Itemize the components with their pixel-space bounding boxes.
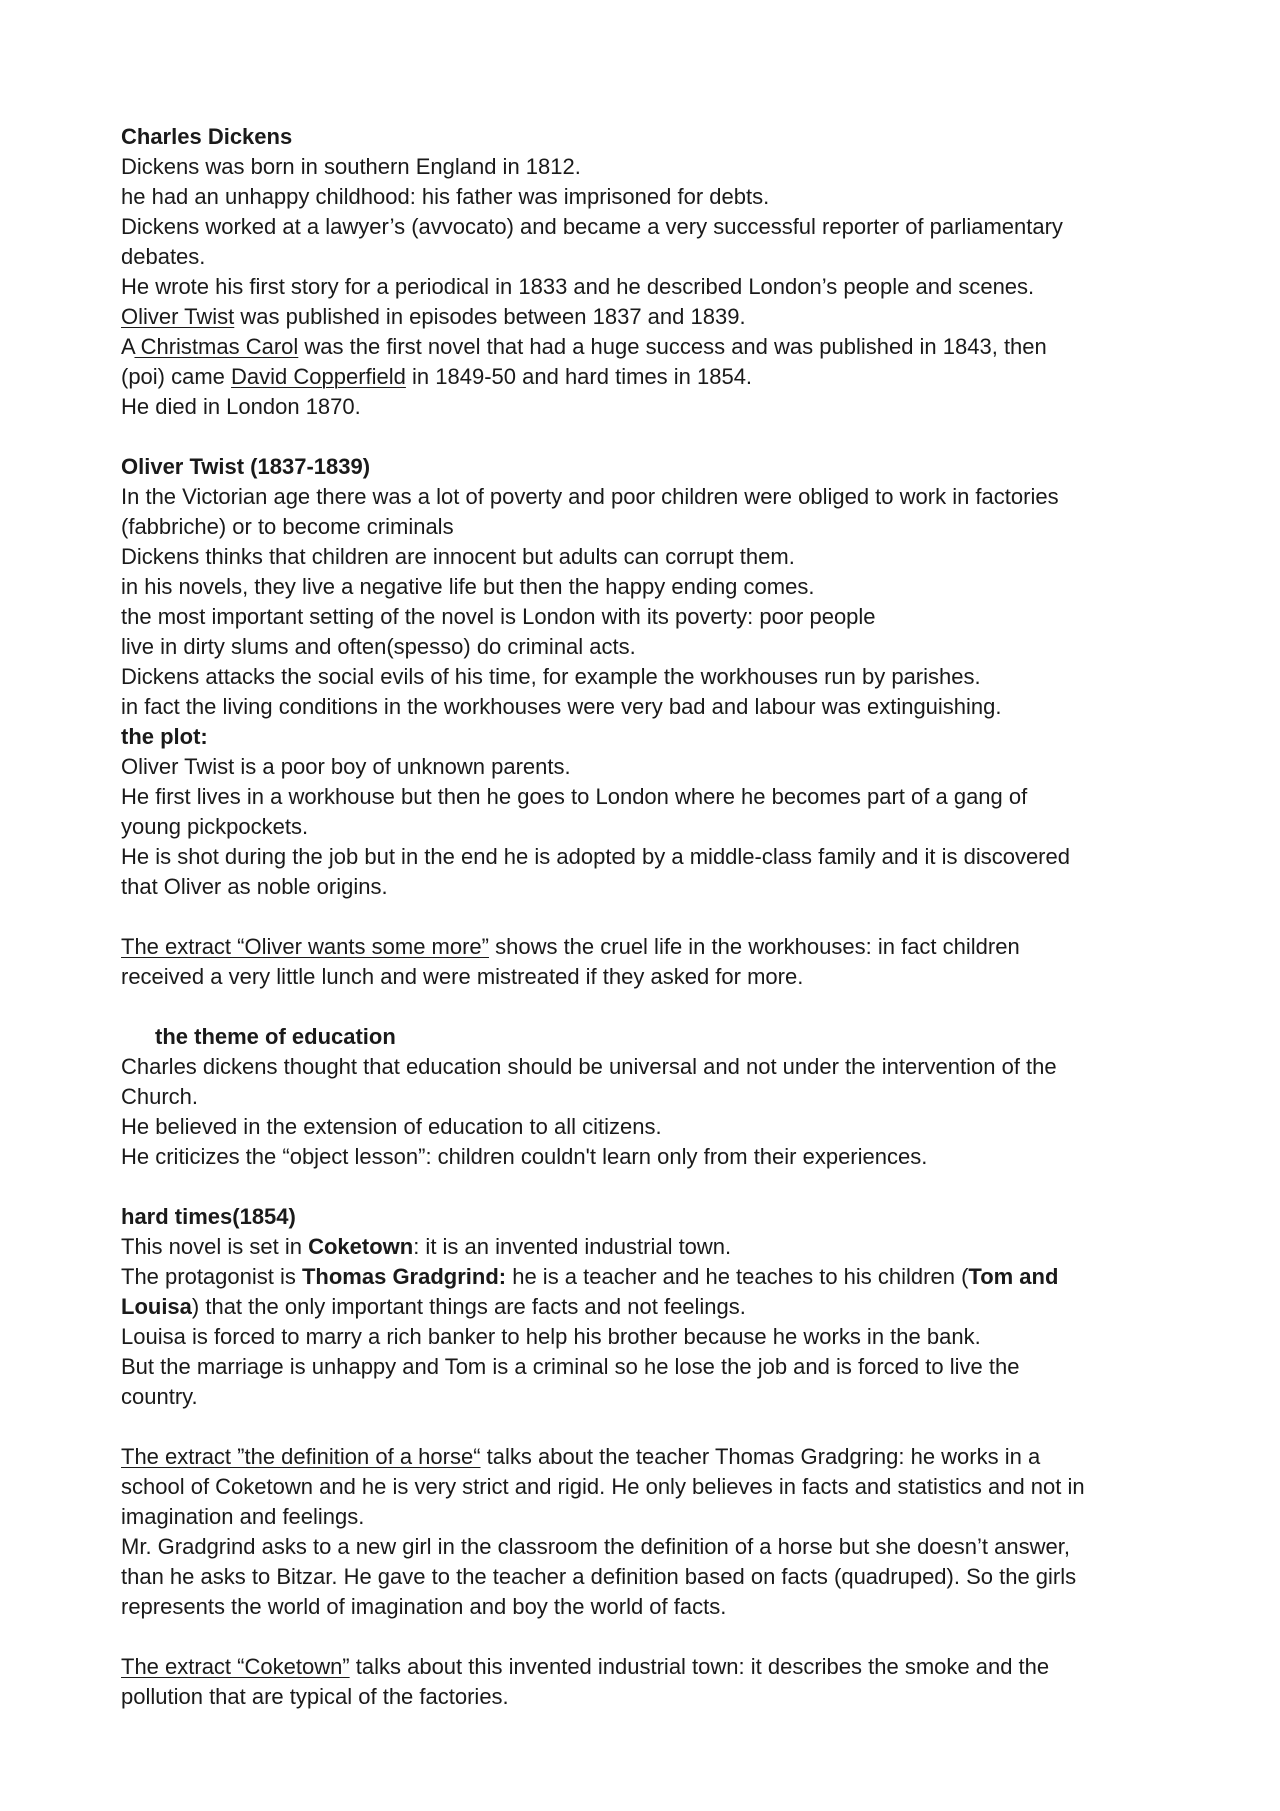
paragraph-line: He criticizes the “object lesson”: children couldn't learn only from their experiences. [121,1144,928,1169]
paragraph-line [121,302,1181,332]
bold-term: Thomas Gradgrind: [301,1264,507,1289]
paragraph-line [121,932,1181,962]
underlined-title: The extract ”the definition of a horse“ [121,1444,481,1469]
text-span: The protagonist is [121,1264,302,1289]
text-span: A [121,334,135,359]
bold-term: Louisa [121,1294,192,1319]
subheading-the-plot: the plot: [121,724,208,749]
text-span: talks about this invented industrial town: it describes the smoke and the [349,1654,1050,1679]
paragraph-line: He is shot during the job but in the end he is adopted by a middle-class family and it is discovered [121,844,1070,869]
paragraph-line [121,1262,1181,1292]
underlined-title: The extract “Coketown” [121,1654,350,1679]
paragraph-line: He believed in the extension of education to all citizens. [121,1114,662,1139]
paragraph-line: than he asks to Bitzar. He gave to the teacher a definition based on facts (quadruped). So the girls [121,1564,1077,1589]
paragraph-line [121,332,1181,362]
paragraph-line: live in dirty slums and often(spesso) do criminal acts. [121,634,636,659]
section-heading-hard-times: hard times(1854) [121,1204,296,1229]
section-heading-oliver-twist: Oliver Twist (1837-1839) [121,454,371,479]
text-span: in 1849-50 and hard times in 1854. [405,364,753,389]
blank-line [121,992,1181,1022]
paragraph-line: received a very little lunch and were mistreated if they asked for more. [121,964,804,989]
paragraph-line [121,1292,1181,1322]
section-heading-charles-dickens: Charles Dickens [121,124,293,149]
paragraph-line: Dickens attacks the social evils of his time, for example the workhouses run by parishes. [121,664,981,689]
blank-line [121,1172,1181,1202]
blank-line [121,1412,1181,1442]
paragraph-line: that Oliver as noble origins. [121,874,388,899]
paragraph-line: Mr. Gradgrind asks to a new girl in the classroom the definition of a horse but she doesn’t answer, [121,1534,1070,1559]
paragraph-line: Dickens was born in southern England in 1812. [121,154,581,179]
underlined-title: The extract “Oliver wants some more” [121,934,489,959]
paragraph-line: Charles dickens thought that education should be universal and not under the intervention of the [121,1054,1057,1079]
text-span: was published in episodes between 1837 and 1839. [234,304,746,329]
paragraph-line: young pickpockets. [121,814,309,839]
blank-line [121,902,1181,932]
text-span: ) that the only important things are facts and not feelings. [191,1294,746,1319]
paragraph-line: the most important setting of the novel is London with its poverty: poor people [121,604,876,629]
text-span: : it is an invented industrial town. [413,1234,732,1259]
text-span: talks about the teacher Thomas Gradgring: he works in a [480,1444,1041,1469]
paragraph-line: He first lives in a workhouse but then he goes to London where he becomes part of a gang of [121,784,1028,809]
paragraph-line: In the Victorian age there was a lot of poverty and poor children were obliged to work in factories [121,484,1059,509]
paragraph-line: school of Coketown and he is very strict and rigid. He only believes in facts and statistics and not in [121,1474,1085,1499]
underlined-title: Oliver Twist [121,304,235,329]
text-span: he is a teacher and he teaches to his children ( [506,1264,969,1289]
paragraph-line: Oliver Twist is a poor boy of unknown parents. [121,754,571,779]
section-heading-education: the theme of education [155,1024,396,1049]
paragraph-line: But the marriage is unhappy and Tom is a criminal so he lose the job and is forced to live the [121,1354,1020,1379]
blank-line [121,422,1181,452]
paragraph-line: He died in London 1870. [121,394,361,419]
bold-term: Tom and [968,1264,1059,1289]
paragraph-line: Louisa is forced to marry a rich banker to help his brother because he works in the bank. [121,1324,981,1349]
paragraph-line: Dickens worked at a lawyer’s (avvocato) and became a very successful reporter of parliamentary [121,214,1063,239]
paragraph-line: in his novels, they live a negative life but then the happy ending comes. [121,574,815,599]
paragraph-line: debates. [121,244,206,269]
text-span: shows the cruel life in the workhouses: in fact children [488,934,1020,959]
text-span: This novel is set in [121,1234,309,1259]
paragraph-line [121,362,1181,392]
paragraph-line [121,1442,1181,1472]
paragraph-line [121,1232,1181,1262]
paragraph-line: pollution that are typical of the factories. [121,1684,509,1709]
paragraph-line: country. [121,1384,198,1409]
paragraph-line: Church. [121,1084,199,1109]
paragraph-line: (fabbriche) or to become criminals [121,514,454,539]
paragraph-line: He wrote his first story for a periodical in 1833 and he described London’s people and scenes. [121,274,1035,299]
paragraph-line: he had an unhappy childhood: his father was imprisoned for debts. [121,184,770,209]
paragraph-line: Dickens thinks that children are innocent but adults can corrupt them. [121,544,795,569]
document-page [121,122,1181,1712]
blank-line [121,1622,1181,1652]
paragraph-line: in fact the living conditions in the workhouses were very bad and labour was extinguishing. [121,694,1002,719]
paragraph-line: represents the world of imagination and boy the world of facts. [121,1594,727,1619]
paragraph-line: imagination and feelings. [121,1504,365,1529]
underlined-title: David Copperfield [231,364,406,389]
paragraph-line [121,1652,1181,1682]
underlined-title: Christmas Carol [134,334,299,359]
bold-term: Coketown [308,1234,414,1259]
text-span: was the first novel that had a huge success and was published in 1843, then [298,334,1047,359]
text-span: (poi) came [121,364,232,389]
